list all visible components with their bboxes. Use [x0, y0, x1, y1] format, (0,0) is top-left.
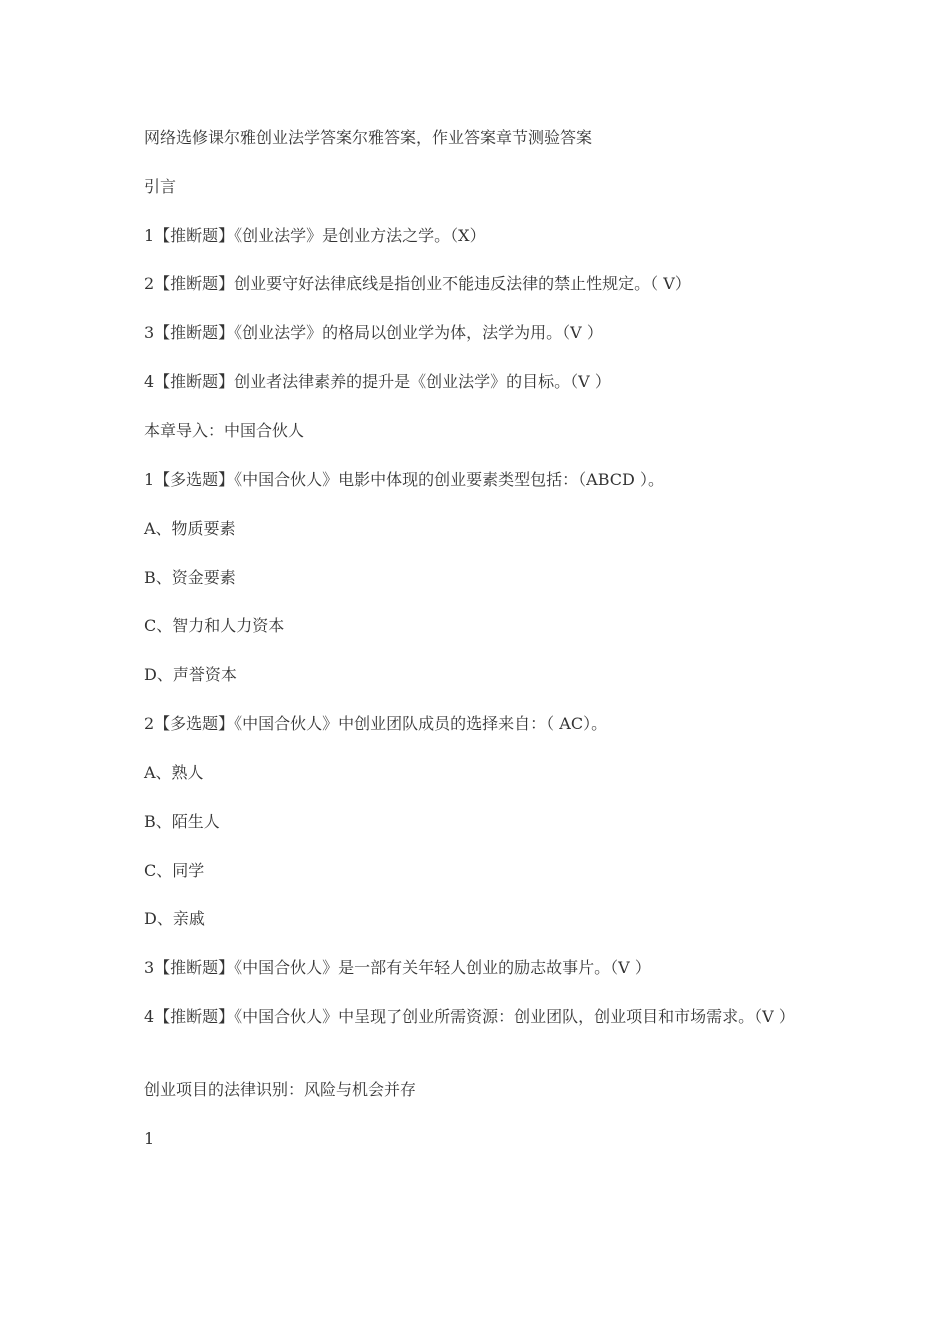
question-line: 3【推断题】《创业法学》的格局以创业学为体，法学为用。（V ）: [144, 323, 603, 342]
question-line: 1【多选题】《中国合伙人》电影中体现的创业要素类型包括：（ABCD ）。: [144, 470, 664, 489]
section-heading-partner: 本章导入：中国合伙人: [144, 421, 305, 440]
list-item-number: 1: [144, 1129, 155, 1148]
option-line: D、声誉资本: [144, 665, 237, 684]
question-line: 2【推断题】创业要守好法律底线是指创业不能违反法律的禁止性规定。（ V）: [144, 274, 691, 293]
option-line: B、资金要素: [144, 568, 236, 587]
section-heading-intro: 引言: [144, 177, 177, 196]
section-heading-risk: 创业项目的法律识别：风险与机会并存: [144, 1080, 417, 1099]
option-line: A、熟人: [144, 763, 204, 782]
option-line: B、陌生人: [144, 812, 220, 831]
option-line: D、亲戚: [144, 909, 205, 928]
option-line: A、物质要素: [144, 519, 236, 538]
option-line: C、同学: [144, 861, 205, 880]
question-line: 3【推断题】《中国合伙人》是一部有关年轻人创业的励志故事片。（V ）: [144, 958, 651, 977]
document-title: 网络选修课尔雅创业法学答案尔雅答案，作业答案章节测验答案: [144, 128, 593, 147]
option-line: C、智力和人力资本: [144, 616, 285, 635]
question-line: 1【推断题】《创业法学》是创业方法之学。（X）: [144, 226, 486, 245]
question-line: 4【推断题】《中国合伙人》中呈现了创业所需资源：创业团队，创业项目和市场需求。（V ）: [144, 1007, 795, 1026]
question-line: 2【多选题】《中国合伙人》中创业团队成员的选择来自：（ AC）。: [144, 714, 608, 733]
question-line: 4【推断题】创业者法律素养的提升是《创业法学》的目标。（V ）: [144, 372, 611, 391]
